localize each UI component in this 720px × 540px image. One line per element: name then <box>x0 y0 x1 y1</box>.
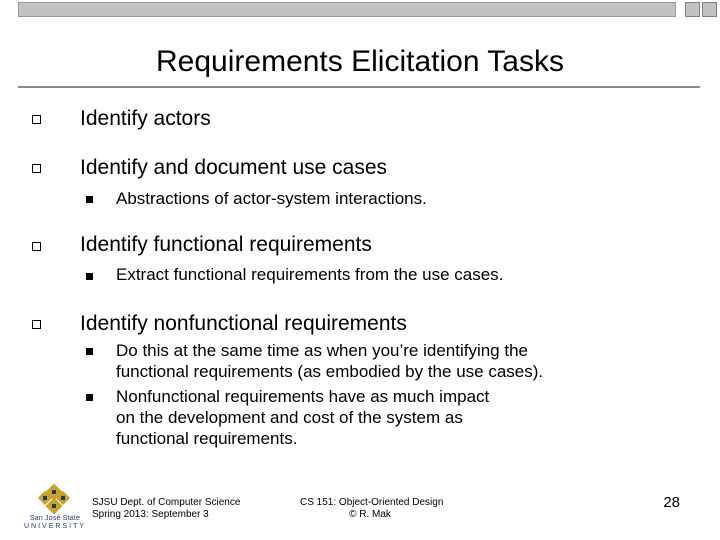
bullet-text: Identify actors <box>80 107 211 130</box>
bullet-text: Identify functional requirements <box>80 233 372 256</box>
bullet-text: Identify and document use cases <box>80 156 388 179</box>
sub-bullet-square-icon <box>86 348 93 355</box>
top-bar <box>18 2 676 17</box>
page-number: 28 <box>663 494 680 511</box>
slide-title: Requirements Elicitation Tasks <box>156 45 564 78</box>
footer-author: © R. Mak <box>349 509 391 520</box>
top-square <box>685 2 700 17</box>
bullet-ring-icon <box>32 115 41 124</box>
top-square <box>702 2 717 17</box>
footer-course: CS 151: Object-Oriented Design <box>300 497 444 508</box>
sub-bullet-square-icon <box>86 394 93 401</box>
seal-icon <box>26 484 82 516</box>
sub-bullet-square-icon <box>86 196 93 203</box>
sub-bullet-square-icon <box>86 273 93 280</box>
top-decor-band <box>0 0 720 20</box>
bullet-ring-icon <box>32 320 41 329</box>
sub-bullet-text: Extract functional requirements from the use cases. <box>116 265 504 284</box>
footer-term: Spring 2013: September 3 <box>92 509 209 520</box>
bullet-ring-icon <box>32 242 41 251</box>
sub-bullet-text: Abstractions of actor-system interactions. <box>116 189 427 208</box>
bullet-ring-icon <box>32 164 41 173</box>
footer-course-dept: SJSU Dept. of Computer Science <box>92 497 241 508</box>
sub-bullet-text: Do this at the same time as when you’re identifying the functional requirements (as embodied by the use cases). <box>116 341 544 381</box>
sub-bullet-text: Nonfunctional requirements have as much impact on the development and cost of the system as functional requirements. <box>116 387 490 448</box>
bullet-text: Identify nonfunctional requirements <box>80 312 407 335</box>
footer-mid <box>300 497 444 521</box>
university-logo <box>26 484 82 540</box>
logo-text: San José State UNIVERSITY <box>24 515 87 530</box>
title-rule <box>18 86 700 88</box>
footer-left <box>92 497 240 521</box>
